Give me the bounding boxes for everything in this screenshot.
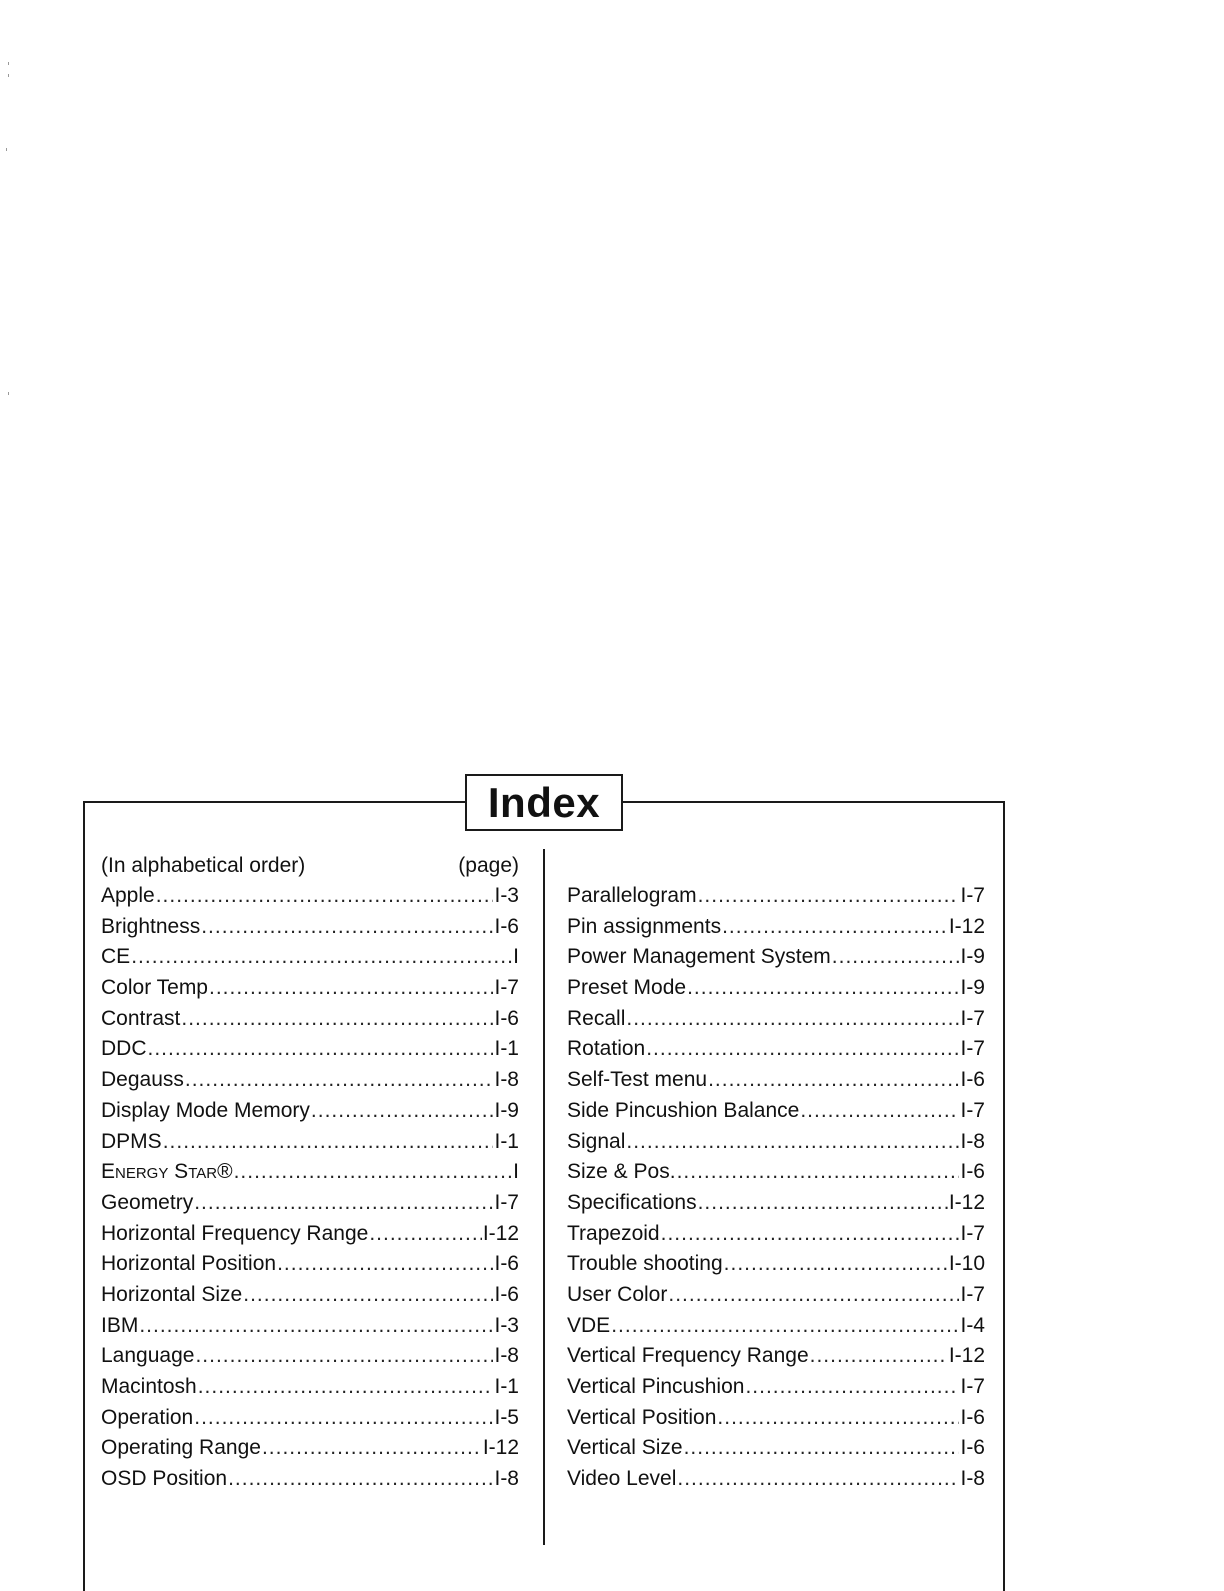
dot-leader bbox=[698, 881, 960, 912]
index-entry bbox=[101, 942, 519, 973]
entry-page: I-1 bbox=[494, 1375, 519, 1398]
entry-term: Display Mode Memory bbox=[101, 1098, 310, 1122]
index-entry bbox=[567, 1372, 985, 1403]
entry-page: I bbox=[513, 1160, 519, 1184]
dot-leader bbox=[156, 881, 494, 912]
dot-leader bbox=[369, 1219, 482, 1250]
dot-leader bbox=[611, 1311, 959, 1342]
index-entry bbox=[567, 973, 985, 1004]
entry-page: I-8 bbox=[494, 1344, 519, 1368]
entry-page: I-7 bbox=[960, 1282, 985, 1306]
entry-term: DPMS bbox=[101, 1129, 162, 1153]
dot-leader bbox=[626, 1127, 959, 1158]
entry-page: I-12 bbox=[482, 1436, 519, 1460]
index-entry bbox=[101, 1280, 519, 1311]
entry-page: I-12 bbox=[948, 1344, 985, 1368]
index-entry bbox=[101, 1157, 519, 1188]
entry-page: I-9 bbox=[960, 976, 985, 1000]
dot-leader bbox=[195, 1341, 493, 1372]
index-entry bbox=[101, 1096, 519, 1127]
index-entry bbox=[567, 1065, 985, 1096]
entry-term: Power Management System bbox=[567, 945, 831, 969]
entry-term: Size & Pos. bbox=[567, 1160, 676, 1184]
dot-leader bbox=[209, 973, 493, 1004]
entry-term: Geometry bbox=[101, 1190, 194, 1214]
dot-leader bbox=[677, 1464, 959, 1495]
dot-leader bbox=[745, 1372, 959, 1403]
entry-term: Macintosh bbox=[101, 1375, 197, 1398]
scan-mark bbox=[6, 148, 7, 151]
entry-term: Contrast bbox=[101, 1006, 181, 1030]
index-entry bbox=[567, 1433, 985, 1464]
index-entry bbox=[567, 1311, 985, 1342]
index-entry bbox=[567, 912, 985, 943]
entry-term: OSD Position bbox=[101, 1467, 228, 1491]
index-column-right bbox=[567, 881, 985, 1495]
entry-term: Horizontal Size bbox=[101, 1282, 243, 1306]
entry-term: Vertical Size bbox=[567, 1436, 683, 1460]
dot-leader bbox=[722, 912, 948, 943]
index-entry bbox=[567, 1341, 985, 1372]
index-entry bbox=[101, 1311, 519, 1342]
scan-mark bbox=[8, 62, 9, 65]
right-entry-list bbox=[567, 881, 985, 1495]
entry-term: Self-Test menu bbox=[567, 1068, 708, 1092]
index-entry bbox=[101, 881, 519, 912]
column-divider bbox=[543, 849, 545, 1545]
page-label: (page) bbox=[458, 854, 519, 877]
entry-page: I bbox=[513, 945, 519, 969]
dot-leader bbox=[724, 1249, 948, 1280]
dot-leader bbox=[228, 1464, 493, 1495]
entry-page: I-9 bbox=[960, 945, 985, 969]
entry-page: I-1 bbox=[494, 1037, 519, 1061]
dot-leader bbox=[185, 1065, 494, 1096]
dot-leader bbox=[194, 1188, 493, 1219]
index-entry bbox=[567, 1464, 985, 1495]
entry-term: Operation bbox=[101, 1405, 194, 1429]
entry-page: I-3 bbox=[494, 1313, 519, 1337]
entry-term: Trouble shooting bbox=[567, 1252, 723, 1276]
entry-term: Energy Star® bbox=[101, 1160, 233, 1184]
index-entry bbox=[567, 1127, 985, 1158]
index-column-left bbox=[101, 850, 519, 1495]
scan-mark bbox=[8, 392, 9, 395]
dot-leader bbox=[148, 1034, 494, 1065]
dot-leader bbox=[234, 1157, 513, 1188]
entry-term: Side Pincushion Balance bbox=[567, 1098, 800, 1122]
index-entry bbox=[567, 1096, 985, 1127]
dot-leader bbox=[717, 1403, 959, 1434]
dot-leader bbox=[684, 1433, 960, 1464]
entry-page: I-12 bbox=[948, 1190, 985, 1214]
index-entry bbox=[567, 1004, 985, 1035]
entry-term: Parallelogram bbox=[567, 884, 697, 907]
entry-term: Trapezoid bbox=[567, 1221, 660, 1245]
entry-term: Vertical Frequency Range bbox=[567, 1344, 809, 1368]
index-entry bbox=[101, 912, 519, 943]
index-entry bbox=[567, 881, 985, 912]
entry-page: I-4 bbox=[960, 1313, 985, 1337]
entry-term: Specifications bbox=[567, 1190, 697, 1214]
index-header bbox=[101, 850, 519, 881]
entry-term: User Color bbox=[567, 1282, 668, 1306]
index-entry bbox=[101, 1127, 519, 1158]
entry-term: Operating Range bbox=[101, 1436, 261, 1460]
index-entry bbox=[567, 1188, 985, 1219]
entry-term: VDE bbox=[567, 1313, 611, 1337]
entry-page: I-12 bbox=[482, 1221, 519, 1245]
entry-term: Brightness bbox=[101, 914, 201, 938]
index-entry bbox=[101, 1464, 519, 1495]
entry-page: I-10 bbox=[948, 1252, 985, 1276]
index-entry bbox=[567, 1157, 985, 1188]
order-note: (In alphabetical order) bbox=[101, 854, 306, 877]
entry-term: Horizontal Frequency Range bbox=[101, 1221, 369, 1245]
entry-page: I-8 bbox=[494, 1068, 519, 1092]
dot-leader bbox=[698, 1188, 948, 1219]
dot-leader bbox=[626, 1004, 959, 1035]
entry-page: I-5 bbox=[494, 1405, 519, 1429]
index-entry bbox=[567, 1219, 985, 1250]
entry-page: I-6 bbox=[494, 914, 519, 938]
left-entry-list bbox=[101, 881, 519, 1495]
entry-term: Degauss bbox=[101, 1068, 184, 1092]
dot-leader bbox=[277, 1249, 493, 1280]
entry-page: I-8 bbox=[960, 1129, 985, 1153]
dot-leader bbox=[311, 1096, 494, 1127]
entry-page: I-7 bbox=[960, 1006, 985, 1030]
entry-page: I-6 bbox=[960, 1436, 985, 1460]
entry-term: Signal bbox=[567, 1129, 626, 1153]
entry-term: Color Temp bbox=[101, 976, 208, 1000]
dot-leader bbox=[243, 1280, 493, 1311]
dot-leader bbox=[677, 1157, 960, 1188]
entry-term: Language bbox=[101, 1344, 195, 1368]
dot-leader bbox=[708, 1065, 959, 1096]
dot-leader bbox=[139, 1311, 493, 1342]
entry-term: Rotation bbox=[567, 1037, 646, 1061]
dot-leader bbox=[194, 1403, 493, 1434]
index-entry bbox=[101, 1341, 519, 1372]
index-entry bbox=[101, 1372, 519, 1403]
entry-term: Video Level bbox=[567, 1467, 677, 1491]
index-entry bbox=[101, 1403, 519, 1434]
dot-leader bbox=[661, 1219, 960, 1250]
entry-page: I-6 bbox=[960, 1160, 985, 1184]
scan-mark bbox=[8, 74, 9, 77]
index-entry bbox=[567, 1280, 985, 1311]
dot-leader bbox=[800, 1096, 959, 1127]
dot-leader bbox=[687, 973, 959, 1004]
dot-leader bbox=[201, 912, 493, 943]
dot-leader bbox=[262, 1433, 482, 1464]
entry-page: I-9 bbox=[494, 1098, 519, 1122]
index-entry bbox=[567, 1249, 985, 1280]
index-entry bbox=[101, 973, 519, 1004]
entry-page: I-6 bbox=[494, 1006, 519, 1030]
index-entry bbox=[101, 1188, 519, 1219]
entry-term: Horizontal Position bbox=[101, 1252, 277, 1276]
dot-leader bbox=[810, 1341, 948, 1372]
entry-page: I-7 bbox=[494, 1190, 519, 1214]
index-entry bbox=[101, 1433, 519, 1464]
dot-leader bbox=[163, 1127, 494, 1158]
index-entry bbox=[101, 1034, 519, 1065]
entry-page: I-12 bbox=[948, 914, 985, 938]
entry-term: IBM bbox=[101, 1313, 139, 1337]
entry-term: Vertical Position bbox=[567, 1405, 717, 1429]
entry-term: Recall bbox=[567, 1006, 626, 1030]
entry-page: I-7 bbox=[960, 1037, 985, 1061]
dot-leader bbox=[131, 942, 512, 973]
index-entry bbox=[567, 1034, 985, 1065]
index-entry bbox=[101, 1004, 519, 1035]
index-entry bbox=[567, 942, 985, 973]
dot-leader bbox=[181, 1004, 493, 1035]
index-title: Index bbox=[465, 774, 623, 831]
entry-page: I-6 bbox=[494, 1252, 519, 1276]
entry-term: CE bbox=[101, 945, 131, 969]
entry-page: I-6 bbox=[960, 1405, 985, 1429]
entry-term: DDC bbox=[101, 1037, 147, 1061]
entry-term: Pin assignments bbox=[567, 914, 722, 938]
entry-term: Vertical Pincushion bbox=[567, 1375, 745, 1398]
index-entry bbox=[101, 1065, 519, 1096]
entry-page: I-7 bbox=[960, 1375, 985, 1398]
entry-page: I-6 bbox=[960, 1068, 985, 1092]
entry-page: I-8 bbox=[960, 1467, 985, 1491]
entry-page: I-7 bbox=[960, 1098, 985, 1122]
entry-page: I-6 bbox=[494, 1282, 519, 1306]
dot-leader bbox=[646, 1034, 959, 1065]
entry-page: I-1 bbox=[494, 1129, 519, 1153]
entry-page: I-7 bbox=[960, 884, 985, 907]
entry-page: I-3 bbox=[494, 884, 519, 907]
entry-term: Apple bbox=[101, 884, 155, 907]
dot-leader bbox=[668, 1280, 959, 1311]
index-entry bbox=[101, 1249, 519, 1280]
entry-page: I-8 bbox=[494, 1467, 519, 1491]
dot-leader bbox=[832, 942, 960, 973]
entry-page: I-7 bbox=[960, 1221, 985, 1245]
entry-page: I-7 bbox=[494, 976, 519, 1000]
dot-leader bbox=[198, 1372, 494, 1403]
index-entry bbox=[567, 1403, 985, 1434]
index-entry bbox=[101, 1219, 519, 1250]
entry-term: Preset Mode bbox=[567, 976, 687, 1000]
